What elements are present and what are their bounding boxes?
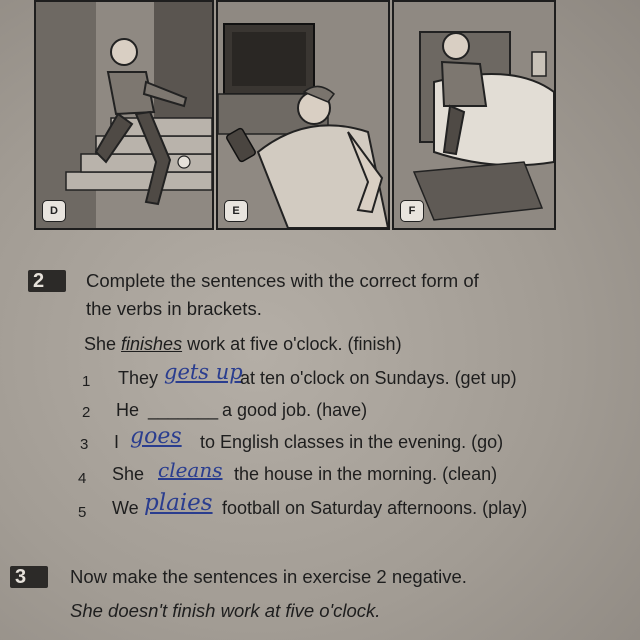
illustration-panel-d bbox=[34, 0, 214, 230]
item-5-rest: football on Saturday afternoons. (play) bbox=[222, 498, 528, 518]
example-prefix: She bbox=[84, 334, 122, 354]
exercise-2-number-badge: 2 bbox=[28, 270, 66, 292]
item-3-rest: to English classes in the evening. (go) bbox=[200, 432, 504, 452]
item-number: 4 bbox=[78, 470, 87, 487]
example-verb: finishes bbox=[121, 334, 183, 354]
item-number: 2 bbox=[82, 404, 91, 421]
panel-label-d: D bbox=[42, 200, 66, 222]
panel-label-f: F bbox=[400, 200, 424, 222]
example-suffix: work at five o'clock. (finish) bbox=[182, 334, 402, 354]
item-1-handwritten-answer: gets up bbox=[164, 360, 243, 384]
man-watching-tv-illustration bbox=[218, 2, 388, 228]
panel-label-e: E bbox=[224, 200, 248, 222]
item-number: 1 bbox=[82, 373, 91, 390]
exercise-2-instruction-line-2: the verbs in brackets. bbox=[86, 298, 262, 319]
item-5-handwritten-answer: plaies bbox=[144, 490, 213, 516]
item-2-blank: _______ bbox=[148, 400, 219, 420]
man-running-downstairs-illustration bbox=[36, 2, 212, 228]
item-2-subject: He bbox=[116, 400, 140, 420]
illustration-panel-f bbox=[392, 0, 556, 230]
exercise-2-example bbox=[84, 334, 402, 355]
item-2-rest: a good job. (have) bbox=[222, 400, 368, 420]
exercise-2-instruction-line-1: Complete the sentences with the correct form of bbox=[86, 270, 479, 291]
man-getting-into-bed-illustration bbox=[394, 2, 554, 228]
item-4-handwritten-answer: cleans bbox=[158, 458, 223, 482]
item-3-subject: I bbox=[114, 432, 120, 452]
exercise-3-number-badge: 3 bbox=[10, 566, 48, 588]
item-4-rest: the house in the morning. (clean) bbox=[234, 464, 498, 484]
exercise-3-instruction: Now make the sentences in exercise 2 negative. bbox=[70, 566, 467, 587]
illustration-panel-e bbox=[216, 0, 390, 230]
item-number: 5 bbox=[78, 504, 87, 521]
exercise-3-example: She doesn't finish work at five o'clock. bbox=[70, 600, 381, 621]
item-number: 3 bbox=[80, 436, 89, 453]
item-1-rest: at ten o'clock on Sundays. (get up) bbox=[240, 368, 517, 388]
item-4-subject: She bbox=[112, 464, 145, 484]
item-1-subject: They bbox=[118, 368, 159, 388]
item-3-handwritten-answer: goes bbox=[130, 424, 182, 449]
item-5-subject: We bbox=[112, 498, 139, 518]
